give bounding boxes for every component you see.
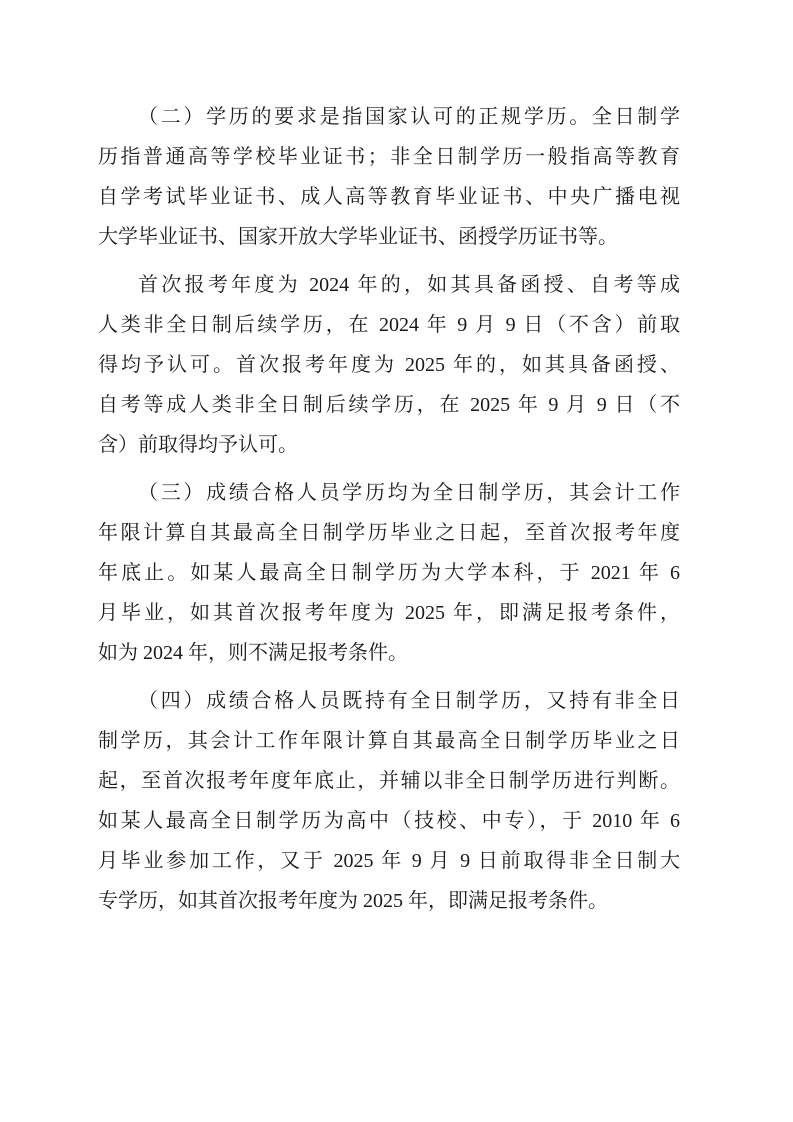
text-line: （四）成绩合格人员既持有全日制学历，又持有非全日	[138, 690, 680, 712]
paragraph	[98, 473, 680, 673]
paragraph	[98, 681, 680, 921]
text-line: 月毕业参加工作，又于 2025 年 9 月 9 日前取得非全日制大	[98, 850, 680, 872]
text-line: 如为 2024 年，则不满足报考条件。	[98, 642, 408, 664]
text-line: 得均予认可。首次报考年度为 2025 年的，如其具备函授、	[98, 354, 680, 376]
text-line: 专学历，如其首次报考年度为 2025 年，即满足报考条件。	[98, 890, 608, 912]
text-line: 历指普通高等学校毕业证书；非全日制学历一般指高等教育	[98, 146, 680, 168]
text-line: 月毕业，如其首次报考年度为 2025 年，即满足报考条件，	[98, 602, 680, 624]
text-line: 年底止。如某人最高全日制学历为大学本科，于 2021 年 6	[98, 562, 680, 584]
document-body	[98, 97, 680, 921]
text-line: 自学考试毕业证书、成人高等教育毕业证书、中央广播电视	[98, 186, 680, 208]
text-line: （三）成绩合格人员学历均为全日制学历，其会计工作	[138, 482, 680, 504]
text-line: 首次报考年度为 2024 年的，如其具备函授、自考等成	[138, 274, 680, 296]
text-line: 人类非全日制后续学历，在 2024 年 9 月 9 日（不含）前取	[98, 314, 680, 336]
text-line: 含）前取得均予认可。	[98, 434, 298, 456]
text-line: 如某人最高全日制学历为高中（技校、中专），于 2010 年 6	[98, 810, 680, 832]
text-line: （二）学历的要求是指国家认可的正规学历。全日制学	[138, 106, 680, 128]
text-line: 年限计算自其最高全日制学历毕业之日起，至首次报考年度	[98, 522, 680, 544]
text-line: 大学毕业证书、国家开放大学毕业证书、函授学历证书等。	[98, 226, 618, 248]
text-line: 自考等成人类非全日制后续学历，在 2025 年 9 月 9 日（不	[98, 394, 680, 416]
paragraph	[98, 97, 680, 257]
paragraph	[98, 265, 680, 465]
text-line: 制学历，其会计工作年限计算自其最高全日制学历毕业之日	[98, 730, 680, 752]
text-line: 起，至首次报考年度年底止，并辅以非全日制学历进行判断。	[98, 770, 680, 792]
